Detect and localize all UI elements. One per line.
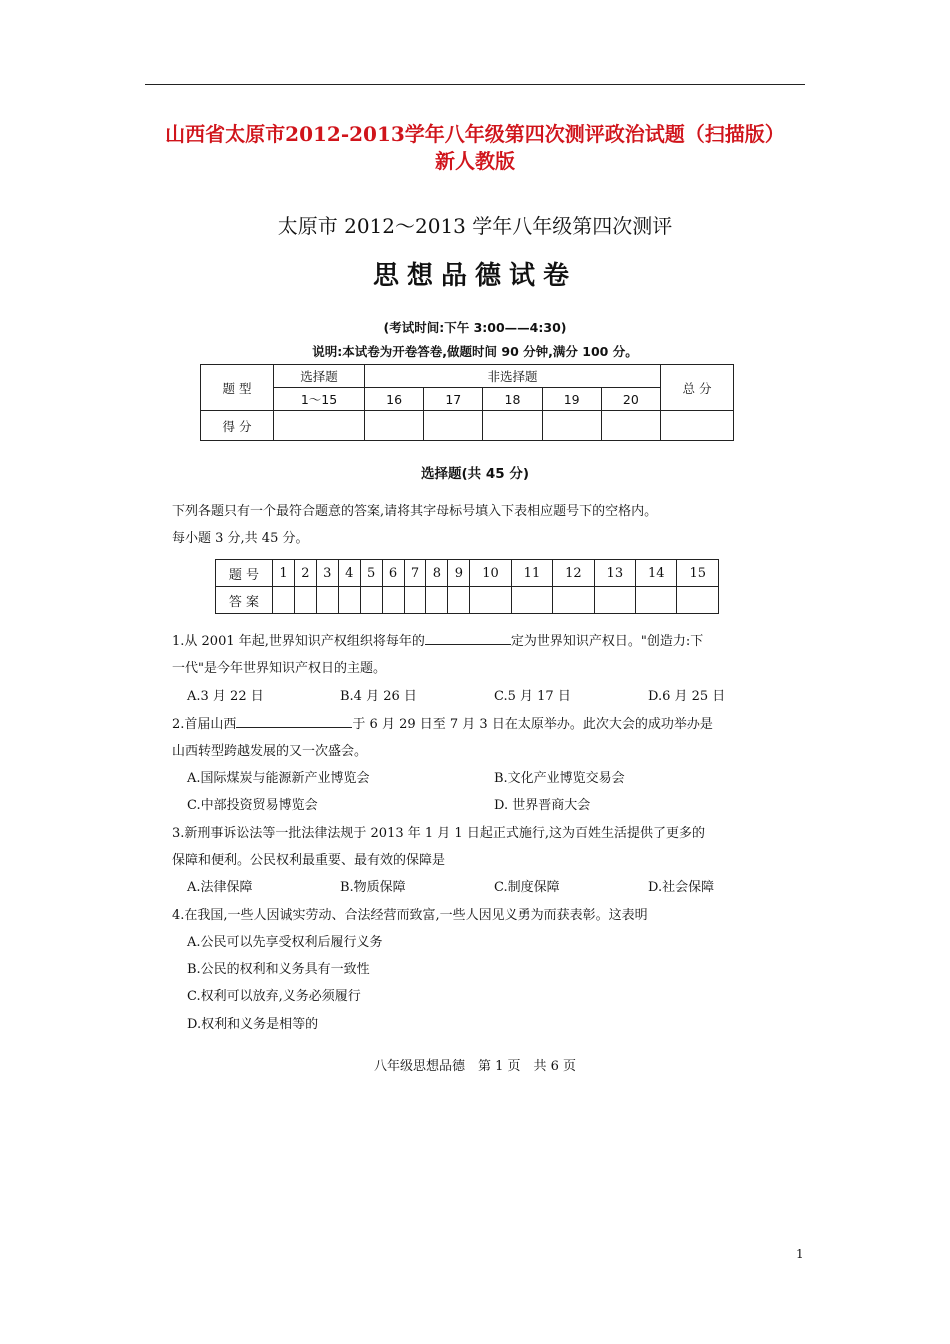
question-2-option-b: B.文化产业博览交易会 [494,771,625,786]
score-table-score-label: 得 分 [201,411,274,441]
question-4-option-d: D.权利和义务是相等的 [187,1017,319,1032]
exam-time: (考试时间:下午 3:00——4:30) [383,320,567,335]
answer-cell [470,587,511,614]
question-3-option-b: B.物质保障 [340,880,406,895]
question-3-stem: 3.新刑事诉讼法等一批法律法规于 2013 年 1 月 1 日起正式施行,这为百姓生活提供了更多的 [172,826,705,841]
answer-table-number: 8 [426,560,448,587]
score-table-col-16: 16 [365,388,424,411]
question-4-option-b: B.公民的权利和义务具有一致性 [187,962,370,977]
answer-table-num-label: 题 号 [216,560,273,587]
score-cell [542,411,601,441]
subject-title: 思想品德试卷 [372,261,577,291]
score-cell [601,411,660,441]
answer-table-number: 11 [511,560,552,587]
score-table-choice-label: 选择题 [274,365,365,388]
question-3-option-c: C.制度保障 [494,880,560,895]
answer-table-number: 15 [677,560,719,587]
score-cell [365,411,424,441]
answer-table-number: 7 [404,560,426,587]
score-table-choice-range: 1～15 [274,388,365,411]
answer-table-number: 13 [594,560,635,587]
answer-cell [511,587,552,614]
score-cell [424,411,483,441]
question-1-stem-line2: 一代"是今年世界知识产权日的主题。 [172,661,386,676]
page-footer: 八年级思想品德 第 1 页 共 6 页 [373,1059,577,1074]
question-1-option-d: D.6 月 25 日 [648,689,726,704]
exam-heading: 太原市 2012～2013 学年八年级第四次测评 [277,214,673,238]
answer-cell [316,587,338,614]
answer-table-number: 6 [382,560,404,587]
question-1-stem-part-a: 1.从 2001 年起,世界知识产权组织将每年的 [172,634,425,649]
exam-note: 说明:本试卷为开卷答卷,做题时间 90 分钟,满分 100 分。 [312,344,638,359]
answer-cell [404,587,426,614]
document-title-line1: 山西省太原市2012-2013学年八年级第四次测评政治试题（扫描版） [165,122,785,146]
answer-cell [426,587,448,614]
question-3-option-a: A.法律保障 [187,880,253,895]
question-1-option-b: B.4 月 26 日 [340,689,417,704]
score-table-col-19: 19 [542,388,601,411]
answer-table-number: 9 [448,560,470,587]
answer-table-answer-label: 答 案 [216,587,273,614]
answer-table-number: 1 [273,560,295,587]
question-1-option-c: C.5 月 17 日 [494,689,571,704]
answer-table-number: 5 [360,560,382,587]
answer-cell [382,587,404,614]
answer-table-number: 10 [470,560,511,587]
question-4-stem: 4.在我国,一些人因诚实劳动、合法经营而致富,一些人因见义勇为而获表彰。这表明 [172,908,648,923]
instructions-line1: 下列各题只有一个最符合题意的答案,请将其字母标号填入下表相应题号下的空格内。 [172,504,658,519]
top-rule [145,84,805,85]
answer-table-number: 2 [294,560,316,587]
answer-cell [636,587,677,614]
question-2-stem-part-b: 于 6 月 29 日至 7 月 3 日在太原举办。此次大会的成功举办是 [352,717,713,732]
score-table [200,364,734,441]
answer-cell [677,587,719,614]
document-title [120,121,830,175]
answer-cell [338,587,360,614]
question-4-option-c: C.权利可以放弃,义务必须履行 [187,989,361,1004]
answer-table-number: 12 [553,560,594,587]
question-2-stem-line2: 山西转型跨越发展的又一次盛会。 [172,744,368,759]
answer-cell [594,587,635,614]
section-title: 选择题(共 45 分) [420,466,530,482]
page-number: 1 [796,1247,804,1261]
answer-table-number: 3 [316,560,338,587]
answer-cell [553,587,594,614]
question-1-stem-part-b: 定为世界知识产权日。"创造力:下 [510,634,704,649]
score-cell [661,411,734,441]
answer-table-number: 4 [338,560,360,587]
answer-cell [294,587,316,614]
score-table-total-label: 总 分 [661,365,734,411]
instructions-line2: 每小题 3 分,共 45 分。 [172,531,309,546]
question-2-option-a: A.国际煤炭与能源新产业博览会 [187,771,370,786]
question-4-option-a: A.公民可以先享受权利后履行义务 [187,935,383,950]
question-1-stem [172,630,792,649]
answer-table-number: 14 [636,560,677,587]
answer-cell [273,587,295,614]
score-table-col-18: 18 [483,388,542,411]
question-1-blank [425,632,511,645]
question-2-stem [172,713,792,732]
score-cell [274,411,365,441]
score-table-type-label: 题 型 [201,365,274,411]
question-2-stem-part-a: 2.首届山西 [172,717,237,732]
answer-cell [360,587,382,614]
question-3-stem-line2: 保障和便利。公民权利最重要、最有效的保障是 [172,853,446,868]
score-table-col-20: 20 [601,388,660,411]
score-cell [483,411,542,441]
question-1-option-a: A.3 月 22 日 [187,689,264,704]
answer-cell [448,587,470,614]
score-table-nonchoice-label: 非选择题 [365,365,661,388]
question-2-option-d: D. 世界晋商大会 [494,798,591,813]
question-2-blank [236,715,352,728]
document-title-line2: 新人教版 [435,149,515,173]
question-3-option-d: D.社会保障 [648,880,715,895]
answer-table [215,559,719,614]
score-table-col-17: 17 [424,388,483,411]
question-2-option-c: C.中部投资贸易博览会 [187,798,318,813]
